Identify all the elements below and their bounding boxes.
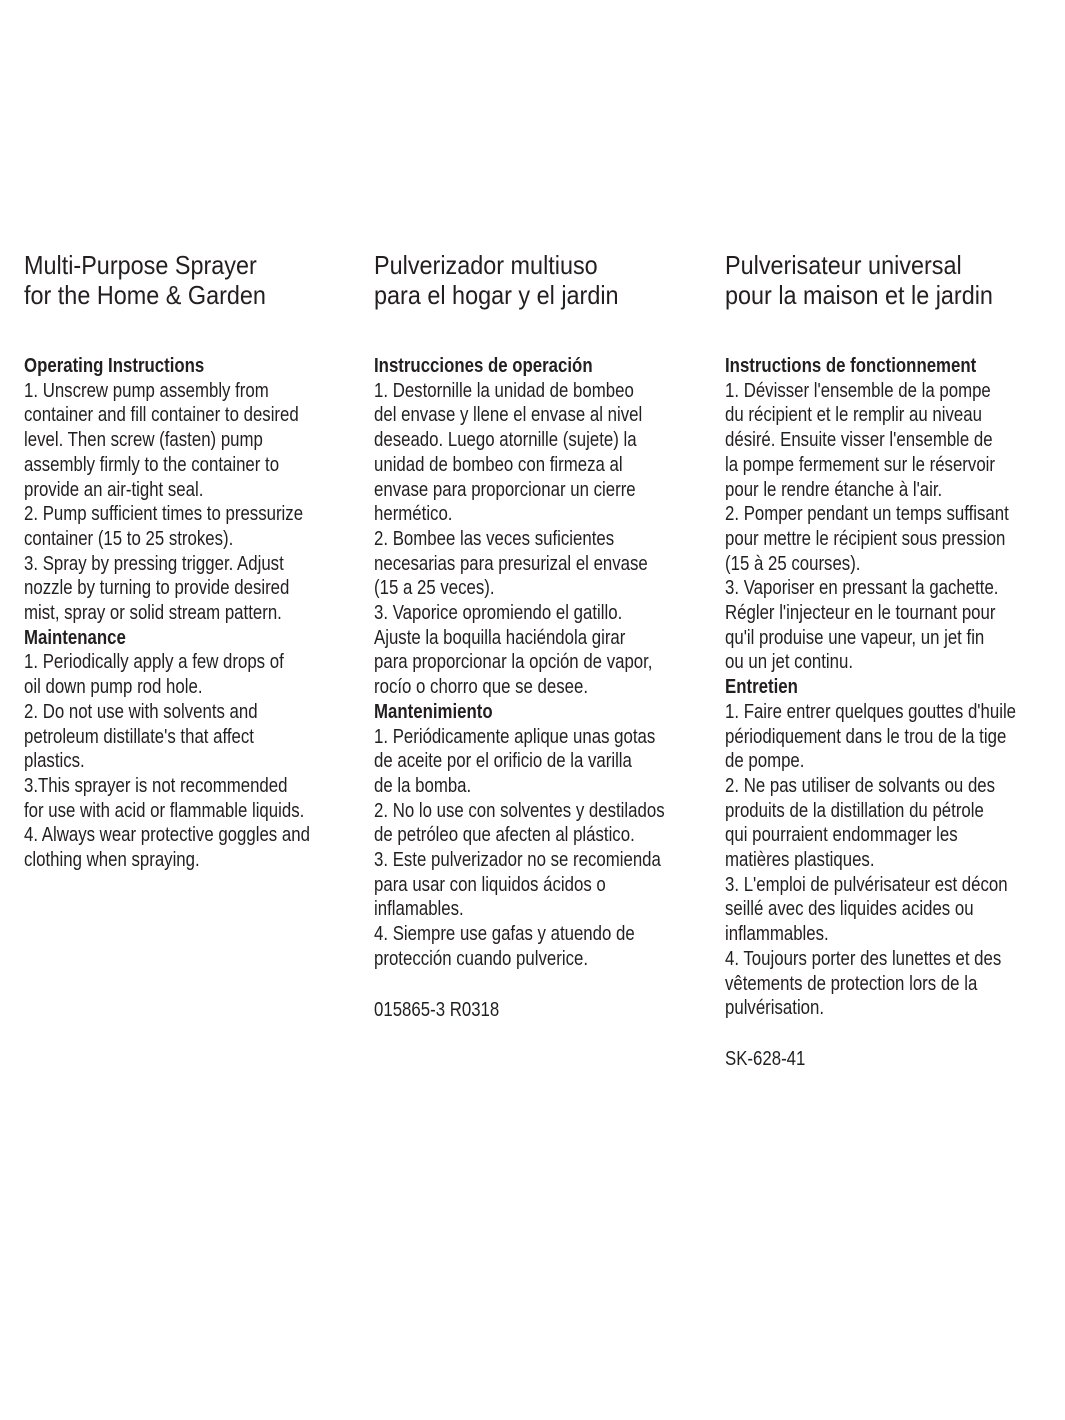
spanish-title bbox=[374, 250, 671, 310]
title-line: for the Home & Garden bbox=[24, 280, 266, 310]
maintenance-line: 1. Periódicamente aplique unas gotas bbox=[374, 724, 656, 748]
instruction-line: 1. Dévisser l'ensemble de la pompe bbox=[725, 378, 991, 402]
maintenance-line: 2. Do not use with solvents and bbox=[24, 699, 258, 723]
maintenance-heading: Maintenance bbox=[24, 625, 126, 649]
instruction-line: la pompe fermement sur le réservoir bbox=[725, 452, 995, 476]
spanish-body bbox=[374, 354, 710, 1022]
maintenance-line: 2. No lo use con solventes y destilados bbox=[374, 798, 665, 822]
instruction-line: assembly firmly to the container to bbox=[24, 452, 280, 476]
maintenance-line: 4. Always wear protective goggles and bbox=[24, 823, 310, 847]
maintenance-line: clothing when spraying. bbox=[24, 848, 200, 872]
product-code: 015865-3 R0318 bbox=[374, 997, 500, 1021]
maintenance-line: matières plastiques. bbox=[725, 848, 875, 872]
instruction-line: necesarias para presurizal el envase bbox=[374, 551, 648, 575]
maintenance-line: 3.This sprayer is not recommended bbox=[24, 773, 288, 797]
instruction-line: unidad de bombeo con firmeza al bbox=[374, 452, 623, 476]
instruction-line: nozzle by turning to provide desired bbox=[24, 576, 290, 600]
instruction-line: hermético. bbox=[374, 502, 453, 526]
maintenance-heading: Entretien bbox=[725, 675, 798, 699]
maintenance-line: plastics. bbox=[24, 749, 85, 773]
instruction-line: 3. Spray by pressing trigger. Adjust bbox=[24, 551, 284, 575]
maintenance-line: protección cuando pulverice. bbox=[374, 946, 588, 970]
instruction-line: 1. Destornille la unidad de bombeo bbox=[374, 378, 634, 402]
product-code: SK-628-41 bbox=[725, 1046, 806, 1070]
maintenance-line: 1. Faire entrer quelques gouttes d'huile bbox=[725, 699, 1017, 723]
instruction-line: para proporcionar la opción de vapor, bbox=[374, 650, 653, 674]
instruction-line: rocío o chorro que se desee. bbox=[374, 675, 588, 699]
french-column bbox=[725, 250, 1060, 1072]
maintenance-line: 4. Siempre use gafas y atuendo de bbox=[374, 922, 635, 946]
maintenance-line: de aceite por el orificio de la varilla bbox=[374, 749, 632, 773]
maintenance-line: inflamables. bbox=[374, 897, 464, 921]
title-line: Pulverizador multiuso bbox=[374, 250, 598, 280]
operating-instructions-heading: Operating Instructions bbox=[24, 354, 205, 377]
maintenance-line: de la bomba. bbox=[374, 773, 472, 797]
maintenance-line: de petróleo que afecten al plástico. bbox=[374, 823, 635, 847]
instruction-line: 2. Pump sufficient times to pressurize bbox=[24, 502, 304, 526]
maintenance-line: périodiquement dans le trou de la tige bbox=[725, 724, 1007, 748]
instruction-line: 1. Unscrew pump assembly from bbox=[24, 378, 269, 402]
instruction-line: del envase y llene el envase al nivel bbox=[374, 403, 643, 427]
maintenance-line: oil down pump rod hole. bbox=[24, 675, 203, 699]
instruction-line: level. Then screw (fasten) pump bbox=[24, 428, 263, 452]
instruction-line: qu'il produise une vapeur, un jet fin bbox=[725, 625, 985, 649]
maintenance-line: seillé avec des liquides acides ou bbox=[725, 897, 974, 921]
operating-instructions-heading: Instructions de fonctionnement bbox=[725, 354, 977, 377]
maintenance-line: pulvérisation. bbox=[725, 996, 825, 1020]
instruction-line: (15 a 25 veces). bbox=[374, 576, 495, 600]
french-body bbox=[725, 354, 1061, 1072]
instruction-line: container (15 to 25 strokes). bbox=[24, 526, 234, 550]
french-title bbox=[725, 250, 1027, 310]
instruction-line: mist, spray or solid stream pattern. bbox=[24, 601, 282, 625]
title-line: para el hogar y el jardin bbox=[374, 280, 619, 310]
instruction-line: (15 à 25 courses). bbox=[725, 551, 861, 575]
instruction-line: deseado. Luego atornille (sujete) la bbox=[374, 428, 637, 452]
maintenance-line: for use with acid or flammable liquids. bbox=[24, 798, 305, 822]
instruction-line: provide an air-tight seal. bbox=[24, 477, 204, 501]
instruction-line: container and fill container to desired bbox=[24, 403, 299, 427]
instruction-line: pour le rendre étanche à l'air. bbox=[725, 477, 943, 501]
instruction-line: envase para proporcionar un cierre bbox=[374, 477, 636, 501]
instruction-line: Régler l'injecteur en le tournant pour bbox=[725, 601, 996, 625]
maintenance-line: de pompe. bbox=[725, 749, 805, 773]
maintenance-heading: Mantenimiento bbox=[374, 699, 493, 723]
maintenance-line: 2. Ne pas utiliser de solvants ou des bbox=[725, 773, 996, 797]
spanish-column bbox=[374, 250, 704, 1022]
instruction-line: 3. Vaporice opromiendo el gatillo. bbox=[374, 601, 623, 625]
instruction-line: 2. Bombee las veces suficientes bbox=[374, 526, 615, 550]
instruction-line: pour mettre le récipient sous pression bbox=[725, 526, 1006, 550]
maintenance-line: produits de la distillation du pétrole bbox=[725, 798, 984, 822]
instruction-line: 2. Pomper pendant un temps suffisant bbox=[725, 502, 1009, 526]
title-line: Pulverisateur universal bbox=[725, 250, 962, 280]
maintenance-line: inflammables. bbox=[725, 922, 829, 946]
english-body bbox=[24, 354, 360, 873]
maintenance-line: 3. L'emploi de pulvérisateur est décon bbox=[725, 872, 1008, 896]
instruction-line: du récipient et le remplir au niveau bbox=[725, 403, 982, 427]
maintenance-line: para usar con liquidos ácidos o bbox=[374, 872, 606, 896]
maintenance-line: 4. Toujours porter des lunettes et des bbox=[725, 946, 1002, 970]
instruction-line: ou un jet continu. bbox=[725, 650, 854, 674]
maintenance-line: petroleum distillate's that affect bbox=[24, 724, 254, 748]
operating-instructions-heading: Instrucciones de operación bbox=[374, 354, 593, 377]
english-title bbox=[24, 250, 321, 310]
english-column bbox=[24, 250, 354, 873]
instruction-line: Ajuste la boquilla haciéndola girar bbox=[374, 625, 626, 649]
maintenance-line: 1. Periodically apply a few drops of bbox=[24, 650, 284, 674]
title-line: pour la maison et le jardin bbox=[725, 280, 993, 310]
maintenance-line: vêtements de protection lors de la bbox=[725, 971, 978, 995]
maintenance-line: 3. Este pulverizador no se recomienda bbox=[374, 848, 661, 872]
maintenance-line: qui pourraient endommager les bbox=[725, 823, 958, 847]
instruction-line: désiré. Ensuite visser l'ensemble de bbox=[725, 428, 993, 452]
instruction-line: 3. Vaporiser en pressant la gachette. bbox=[725, 576, 999, 600]
title-line: Multi-Purpose Sprayer bbox=[24, 250, 257, 280]
